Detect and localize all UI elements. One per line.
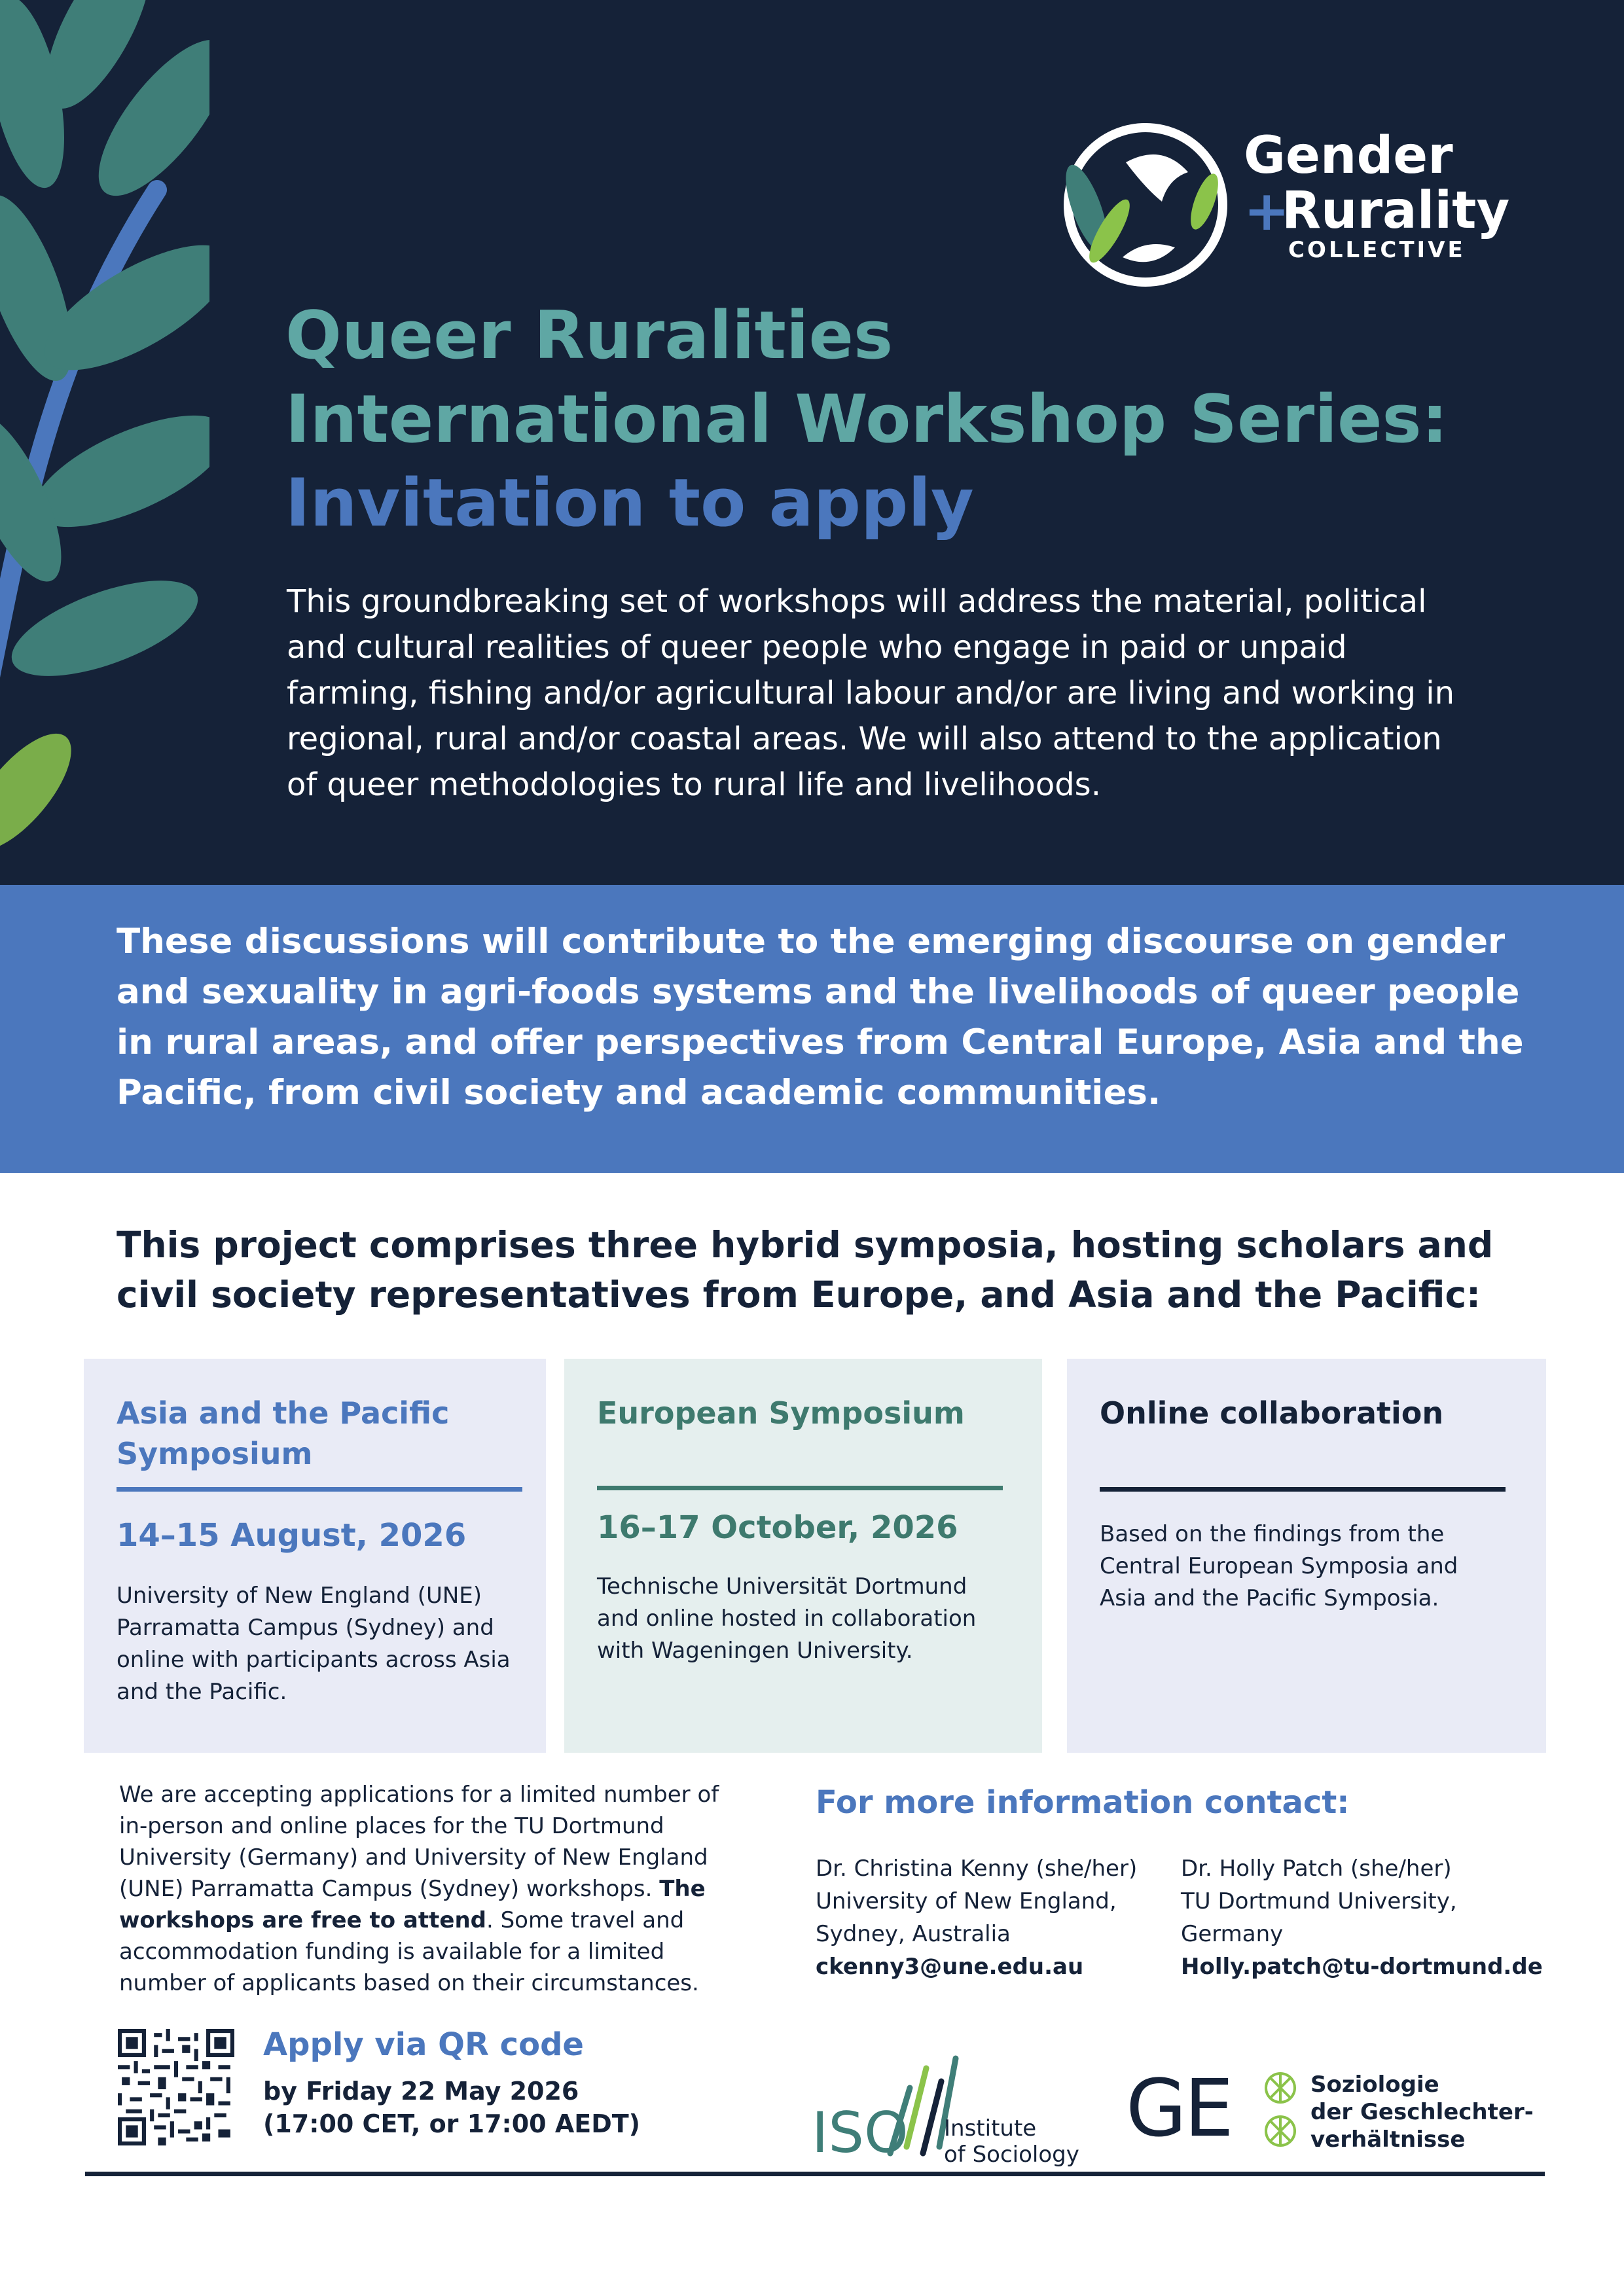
ge-wheel-icons: [1261, 2070, 1300, 2151]
highlight-band-text: These discussions will contribute to the emerging discourse on gender and sexuality in agri-foods systems and the livelihoods of queer people in rural areas, and offer perspectives from Central Europe, Asia and the Pacific, from civil society and academic communities.: [117, 922, 1524, 1113]
iso-name-line-2: of Sociology: [944, 2142, 1079, 2168]
apply-via-qr-heading: Apply via QR code: [263, 2026, 584, 2063]
ge-soziologie-logo: [1126, 2062, 1545, 2160]
gender-rurality-logo-icon: [1047, 117, 1250, 293]
apply-deadline-date: by Friday 22 May 2026: [263, 2077, 579, 2106]
card-body: Based on the findings from the Central European Symposia and Asia and the Pacific Symposia.: [1100, 1521, 1458, 1611]
free-to-attend-text: The workshops are free to attend: [119, 1876, 706, 1933]
iso-institute-logo: [812, 2042, 1093, 2166]
contact-org: University of New England,: [816, 1888, 1117, 1914]
qr-code-icon[interactable]: [118, 2029, 234, 2145]
apply-deadline-time: (17:00 CET, or 17:00 AEDT): [263, 2109, 641, 2138]
contact-location: Sydney, Australia: [816, 1921, 1011, 1947]
card-title: Asia and the Pacific Symposium: [117, 1395, 450, 1471]
contact-holly-patch: [1181, 1852, 1547, 1983]
page-title-line-3: Invitation to apply: [285, 464, 974, 541]
contact-org: TU Dortmund University,: [1181, 1888, 1457, 1914]
contact-email-link[interactable]: ckenny3@une.edu.au: [816, 1954, 1084, 1980]
leaf-branch-illustration: [0, 0, 209, 885]
hero-section: [0, 0, 1624, 885]
card-divider: [1100, 1487, 1506, 1492]
card-title: European Symposium: [597, 1395, 965, 1431]
card-online-collaboration: [1067, 1359, 1546, 1753]
contact-location: Germany: [1181, 1921, 1284, 1947]
accepting-text-1: We are accepting applications for a limited number of in-person and online places for the TU Dortmund University (Germany) and University of New England (UNE) Parramatta Campus (Sydney) workshops.: [119, 1782, 719, 1902]
contact-name: Dr. Christina Kenny (she/her): [816, 1856, 1138, 1882]
logo-word-rurality: Rurality: [1282, 181, 1510, 240]
logo-word-collective: COLLECTIVE: [1288, 237, 1466, 263]
card-european-symposium: [564, 1359, 1042, 1753]
accepting-text-2: . Some travel and accommodation funding is available for a limited number of applicants based on their circumstances.: [119, 1907, 699, 1996]
page-title-line-1: Queer Ruralities: [285, 296, 893, 374]
ge-mark: GE: [1126, 2064, 1231, 2155]
card-divider: [117, 1487, 522, 1492]
contact-christina-kenny: [816, 1852, 1182, 1983]
iso-mark: ISO: [812, 2100, 909, 2166]
accepting-applications-text: [119, 1779, 734, 1999]
project-heading: This project comprises three hybrid symposia, hosting scholars and civil society representatives from Europe, and Asia and the Pacific:: [117, 1224, 1494, 1316]
iso-name-line-1: Institute: [944, 2115, 1037, 2142]
card-title: Online collaboration: [1100, 1395, 1444, 1431]
logo-plus: +: [1244, 179, 1290, 243]
card-date: 16–17 October, 2026: [597, 1509, 958, 1546]
logo-word-gender: Gender: [1244, 126, 1453, 185]
ge-name-line-3: verhältnisse: [1310, 2126, 1466, 2153]
contact-name: Dr. Holly Patch (she/her): [1181, 1856, 1452, 1882]
card-asia-pacific-symposium: [84, 1359, 546, 1753]
intro-paragraph: This groundbreaking set of workshops will address the material, political and cultural realities of queer people who engage in paid or unpaid farming, fishing and/or agricultural labour and/or are living and working in regional, rural and/or coastal areas. We will also attend to the application of queer methodologies to rural life and livelihoods.: [287, 583, 1455, 803]
card-divider: [597, 1486, 1003, 1490]
ge-name-line-1: Soziologie: [1310, 2072, 1439, 2098]
page-title-line-2: International Workshop Series:: [285, 380, 1448, 457]
ge-name-line-2: der Geschlechter-: [1310, 2099, 1534, 2125]
contact-email-link[interactable]: Holly.patch@tu-dortmund.de: [1181, 1954, 1543, 1980]
card-date: 14–15 August, 2026: [117, 1517, 467, 1554]
contact-heading: For more information contact:: [816, 1784, 1350, 1821]
card-body: University of New England (UNE) Parramatta Campus (Sydney) and online with participants across Asia and the Pacific.: [117, 1583, 511, 1705]
footer-divider: [85, 2172, 1545, 2176]
card-body: Technische Universität Dortmund and online hosted in collaboration with Wageningen University.: [597, 1573, 977, 1664]
